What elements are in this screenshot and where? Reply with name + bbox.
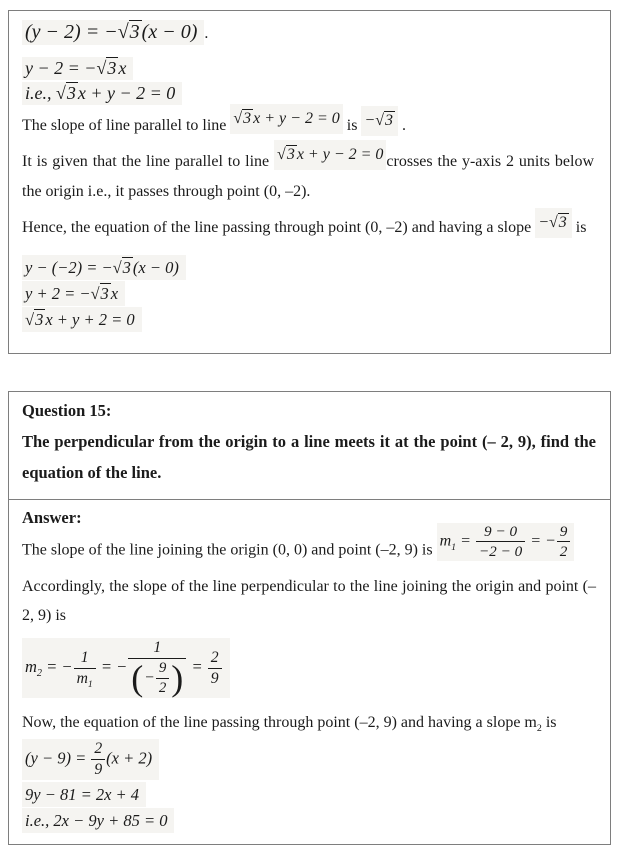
paragraph: Hence, the equation of the line passing through point (0, –2) and having a slope −√3 is [22,213,594,243]
equation: y + 2 = −√3 x [22,281,125,306]
equation-line [22,281,594,306]
equation: √3 x + y + 2 = 0 [22,307,142,332]
question-label: Question 15: [22,401,112,420]
equation-group [22,255,594,332]
equation-line [22,638,596,698]
equation: $m_2$ = − $\frac{1}{m_1}$ = − 1 ( − $\frac{9}{2}$ ) = $\frac{2}{9}$ [22,638,230,698]
paragraph: The slope of line parallel to line √3 x + y − 2 = 0 is −√3 . [22,111,594,141]
equation: 9y − 81 = 2x + 4 [22,782,146,807]
inline-equation: √3 x + y − 2 = 0 [274,140,386,170]
previous-solution-box [8,10,611,354]
equation-line [22,57,594,80]
paragraph: Accordingly, the slope of the line perpendicular to the line joining the origin and point (– 2, 9) is [22,577,596,624]
solutions-page [0,10,619,845]
equation-line [22,20,594,45]
trailing-period: . [204,25,209,42]
equation-line [22,307,594,332]
inline-equation: $m_1$ = $\frac{9 - 0}{-2 - 0}$ = − $\frac{9}{2}$ [437,523,575,561]
question-statement: The perpendicular from the origin to a line meets it at the point (– 2, 9), find the equation of the line. [22,432,596,482]
equation: y − (−2) = −√3 (x − 0) [22,255,186,280]
question-section [9,392,610,499]
equation: i.e., 2x − 9y + 85 = 0 [22,808,174,833]
paragraph: Now, the equation of the line passing through point (–2, 9) and having a slope $m_2$ is [22,714,557,735]
inline-equation: √3 x + y − 2 = 0 [230,104,342,134]
paragraph: The slope of the line joining the origin (0, 0) and point (–2, 9) is $m_1$ = $\frac{9 - 0}{-2 - 0}$ = − $\frac{9}{2}$ [22,532,596,570]
paragraph: It is given that the line parallel to line √3 x + y − 2 = 0 crosses the y-axis 2 units below the origin i.e., it passes through point (0, –2). [22,147,594,207]
equation: i.e., √3 x + y − 2 = 0 [22,82,182,105]
question-15-box [8,391,611,845]
answer-label: Answer: [22,508,82,527]
inline-equation: −√3 [361,106,398,136]
equation: (y − 2) = −√3 (x − 0) [22,20,204,45]
equation-line [22,739,596,780]
equation-line [22,808,596,833]
equation-line [22,255,594,280]
inline-equation: −√3 [535,208,572,238]
equation-line [22,82,594,105]
equation: (y − 9) = $\frac{2}{9}$ (x + 2) [22,739,159,780]
equation-line [22,782,596,807]
equation: y − 2 = −√3 x [22,57,133,80]
answer-section [9,500,610,844]
